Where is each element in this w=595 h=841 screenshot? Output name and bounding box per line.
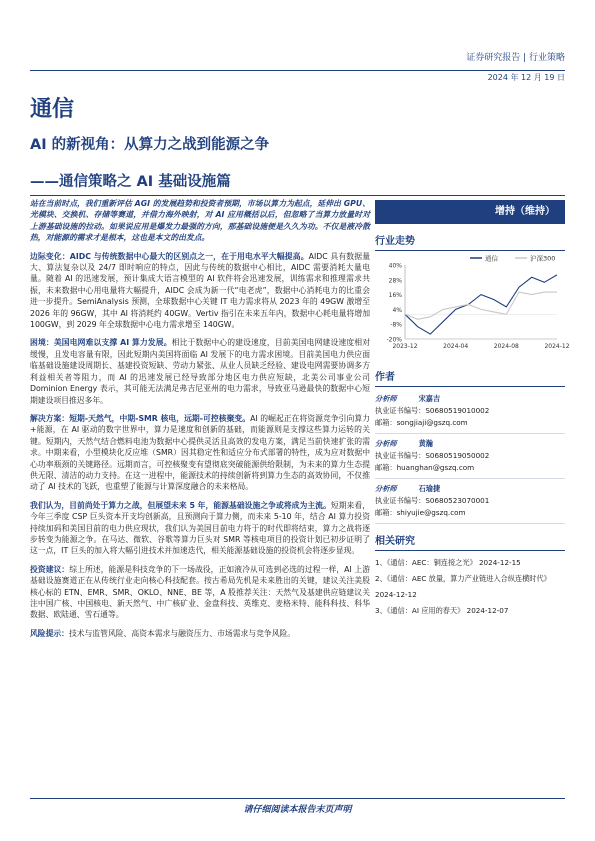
legend-label: 通信 xyxy=(485,254,498,263)
y-tick-label: 16% xyxy=(388,292,402,300)
title-divider xyxy=(30,195,565,196)
related-list xyxy=(375,555,565,619)
legend-label: 沪深300 xyxy=(530,254,556,263)
summary-para-1: 边际变化：AIDC 与传统数据中心最大的区别点之一，在于用电水平大幅提高。AIDC 具有数据量大、算法复杂以及 24/7 即时响应的特点，因此与传统的数据中心相比，AIDC 需要消耗大量电量。随着 AI 的迅速发展，预计集成大语言模型的 AI 软件将会迅速发展，训练需求和推理需求共振，未来数据中心用电量将大幅提升，AIDC 会成为新一代“电老虎”，数据中心消耗电力的比重会进一步提升。SemiAnalysis 预测，全球数据中心关键 IT 电力需求将从 2023 年的 49GW 激增至 2026 年的 96GW，其中 AI 将消耗约 40GW。Vertiv 指引在未来五年内，数据中心耗电量将增加 100GW，到 2029 年全球数据中心电力需求增至 140GW。 xyxy=(30,251,371,330)
x-tick-label: 2024-08 xyxy=(493,343,519,350)
related-item[interactable]: 2、《通信：AEC 放量，算力产业链进入合纵连横时代》 2024-12-12 xyxy=(375,574,551,599)
series-line xyxy=(405,292,557,319)
related-heading: 相关研究 xyxy=(375,532,565,551)
report-subtitle: ——通信策略之 AI 基础设施篇 xyxy=(30,174,231,190)
header-tag: 证券研究报告 | 行业策略 xyxy=(466,53,565,63)
y-tick-label: -20% xyxy=(386,336,402,344)
series-line xyxy=(405,275,557,334)
summary-para-5: 投资建议：综上所述，能源是科技竞争的下一场战役，正如液冷从可选到必选的过程一样，AI 上游基础设施赛道正在从传统行业走向核心科技配套。按古希局先机是未来胜出的关键，建议关注美股核心标的 ETN、EMR、SMR、OKLO、NNE、BE 等，A 股推荐关注：天然气及基建供应链建议关注中国广核、中国核电、新天然气、中广核矿业、金盘科技、英维克、麦格米特、能科科技、科华数据、欧陆通、雪石通等。 xyxy=(30,564,371,620)
authors-heading: 作者 xyxy=(375,368,565,387)
x-tick-label: 2024-12 xyxy=(544,343,570,350)
summary-column xyxy=(30,198,370,646)
related-item[interactable]: 1、《通信：AEC：铜连接之光》 2024-12-15 xyxy=(375,558,521,567)
report-date: 2024 年 12 月 19 日 xyxy=(487,73,565,82)
y-tick-label: -8% xyxy=(390,321,402,329)
author-0: 分析师 宋嘉吉 执业证书编号：S0680519010002 邮箱：songjiaji@gszq.com xyxy=(375,393,565,434)
trend-heading: 行业走势 xyxy=(375,232,565,251)
author-2: 分析师 石瑜捷 执业证书编号：S0680523070001 邮箱：shiyujie@gszq.com xyxy=(375,483,565,524)
sidebar xyxy=(375,198,570,619)
report-title: AI 的新视角：从算力之战到能源之争 xyxy=(30,137,270,153)
summary-para-3: 解决方案：短期-天然气，中期-SMR 核电，远期-可控核聚变。AI 的崛起正在将资源竞争引向算力+能源，在 AI 驱动的数字世界中，算力是速度和创新的基础，而能源则是支撑这些算力运转的关键。短期内，天然气结合燃料电池为数据中心提供灵活且高效的发电方案，满足当前快速扩张的需求。中期来看，小型模块化反应堆（SMR）因其稳定性和适应分布式部署的特性，成为应对数据中心功率瓶颈的关键路径。远期而言，可控核聚变有望彻底突破能源供给限制，为未来的算力生态提供无限、清洁的动力支持。在这一进程中，能源技术的持续创新将到算力生态的高效协同，不仅推动了 AI 技术的飞跃，也重塑了能源与计算深度融合的未来格局。 xyxy=(30,413,370,492)
related-item[interactable]: 3、《通信：AI 应用的春天》 2024-12-07 xyxy=(375,606,509,615)
y-tick-label: 28% xyxy=(388,277,402,285)
header-divider xyxy=(30,70,565,71)
summary-para-0: 站在当前时点，我们重新评估 AGI 的发展趋势和投资者预期，市场以算力为起点，延伸出 GPU、光模块、交换机、存储等赛道，并借力海外映射，对 AI 应用概括以后，但忽略了当算力放量时对上游基础设施的拉动。如果说应用是爆发力最强的方向，那基础设施便是久久为功。不仅是液冷散热，对能源的需求才是根本，这也是本文的出发点。 xyxy=(30,199,370,243)
summary-para-4: 我们认为，目前尚处于算力之战，但展望未来 5 年，能源基础设施之争或将成为主流。短期来看，今年三季度 CSP 巨头资本开支均创新高，且预测向于算力侧，而未来 5-10 年，结合 AI 算力投资持续加码和美国目前的电力供应现状，我们认为美国目前电力将于的时代即将结束，算力之战将逐步转变为能源之争。在马达、微软、谷歌等算力巨头对 SMR 等核电项目的投资计划已初步证明了这一点，IT 巨头的加入将大幅引进技术并加速迭代，相关能源基础设施的投资机会将逐步显现。 xyxy=(30,500,370,556)
industry-title: 通信 xyxy=(30,97,75,122)
author-1: 分析师 黄瀚 执业证书编号：S0680519050002 邮箱：huanghan@gszq.com xyxy=(375,438,565,479)
x-tick-label: 2024-04 xyxy=(443,343,469,350)
rating-badge: 增持（维持） xyxy=(375,200,565,224)
y-tick-label: 4% xyxy=(392,306,402,314)
trend-chart xyxy=(375,251,570,356)
footer-note: 请仔细阅读本报告末页声明 xyxy=(243,805,352,815)
y-tick-label: 40% xyxy=(388,262,402,270)
x-tick-label: 2023-12 xyxy=(392,343,418,350)
footer-divider xyxy=(30,798,565,799)
summary-para-2: 困境：美国电网难以支撑 AI 算力发展。相比于数据中心的建设速度，目前美国电网建设速度相对缓慢，且发电容量有限，因此短期内美国将面临 AI 发展下的电力需求困境。目前美国电力供应面临基础设施建设周期长、基建投资短缺、劳动力紧张、从业人员缺乏经验、建设电网需要协调多方利益相关者等阻力，而 AI 的迅速发展已经导致部分地区电力供应短缺，北美公司事业公司 Dominion Energy 表示，其可能无法满足弗吉尼亚州的电力需求，导致亚马逊最快的数据中心短期建设项目推迟多年。 xyxy=(30,338,370,405)
authors-list xyxy=(375,393,565,524)
summary-para-6: 风险提示：技术与监管风险、高资本需求与融资压力、市场需求与竞争风险。 xyxy=(30,628,296,638)
